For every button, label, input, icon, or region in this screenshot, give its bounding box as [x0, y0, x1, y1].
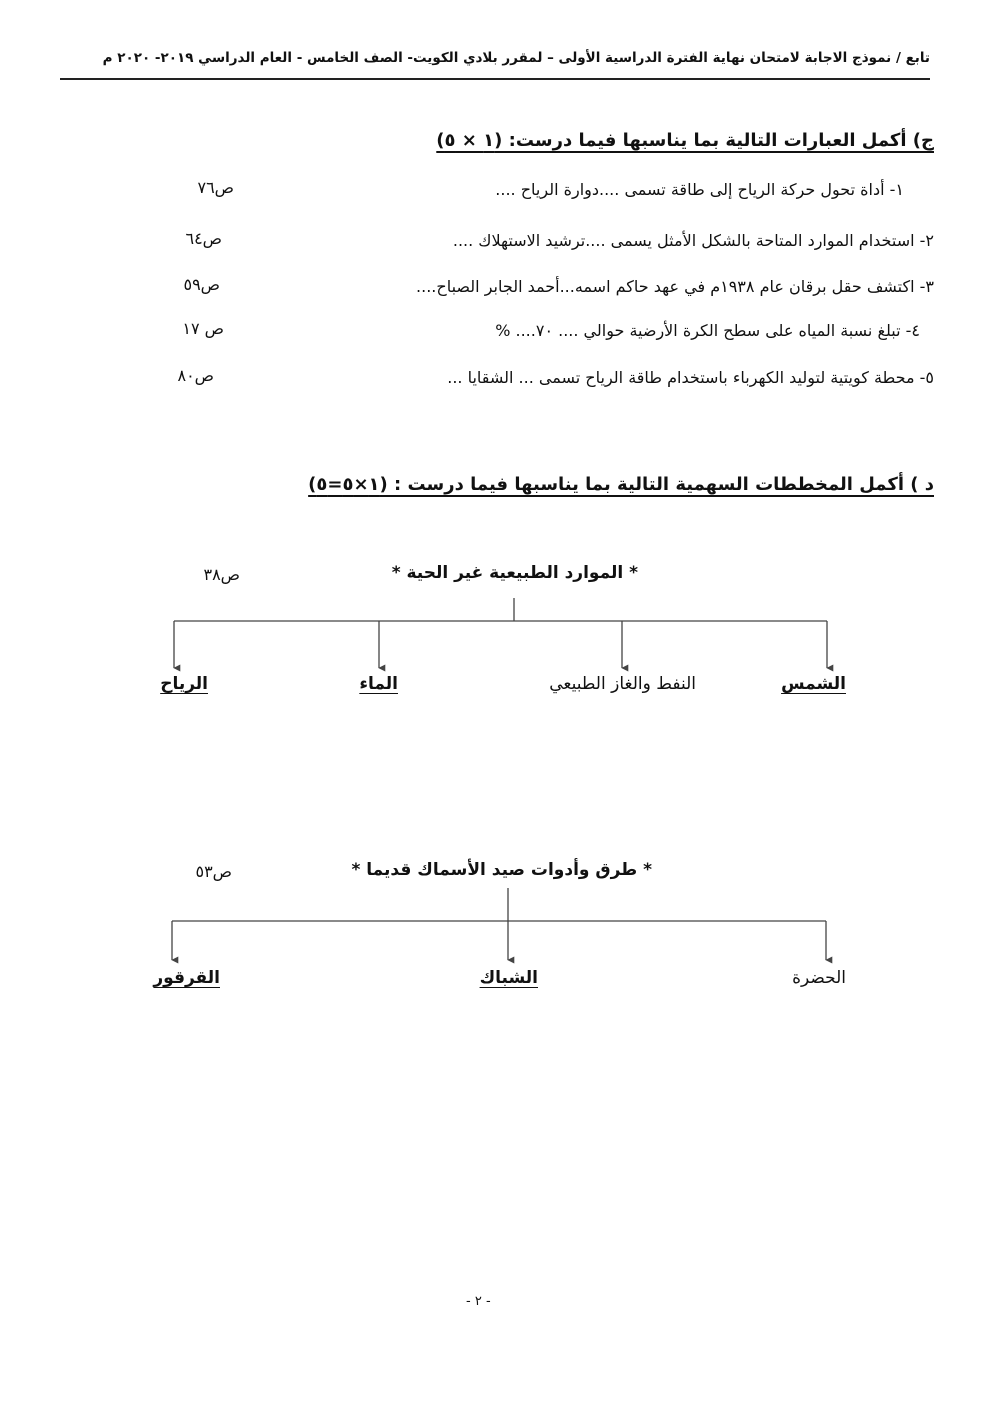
- diagram-1-node-oil-gas: النفط والغاز الطبيعي: [549, 674, 696, 694]
- section-c-item-4-page: ص ١٧: [182, 319, 224, 338]
- section-c-item-2: ٢- استخدام الموارد المتاحة بالشكل الأمثل يسمى ....ترشيد الاستهلاك ....: [452, 231, 934, 250]
- diagram-1-page: ص٣٨: [203, 565, 240, 584]
- section-c-item-5-page: ص٨٠: [177, 366, 214, 385]
- diagram-1-node-water: الماء: [359, 674, 398, 694]
- section-d-title: د ) أكمل المخططات السهمية التالية بما يناسبها فيما درست : (١×٥=٥): [308, 474, 934, 495]
- section-c-item-2-page: ص٦٤: [185, 229, 222, 248]
- diagram-1-node-sun: الشمس: [781, 674, 846, 694]
- section-c-title: ج) أكمل العبارات التالية بما يناسبها فيما درست: (١ × ٥): [436, 130, 934, 151]
- diagram-1-lines: [174, 598, 827, 668]
- section-c-item-1: ١- أداة تحول حركة الرياح إلى طاقة تسمى ....دوارة الرياح ....: [495, 180, 904, 199]
- diagram-2-lines: [172, 888, 826, 960]
- section-c-item-5: ٥- محطة كويتية لتوليد الكهرباء باستخدام طاقة الرياح تسمى ... الشقايا ...: [447, 368, 934, 387]
- section-c-item-4: ٤- تبلغ نسبة المياه على سطح الكرة الأرضية حوالي .... ٧٠.... %: [495, 321, 920, 340]
- diagram-1-title: * الموارد الطبيعية غير الحية *: [391, 563, 638, 583]
- diagram-2-node-hadra: الحضرة: [792, 968, 846, 988]
- section-c-item-3-page: ص٥٩: [183, 275, 220, 294]
- page-number: - ٢ -: [466, 1294, 491, 1309]
- section-c-item-1-page: ص٧٦: [197, 178, 234, 197]
- diagram-2-page: ص٥٣: [195, 862, 232, 881]
- diagram-2-node-qarqoor: القرقور: [153, 968, 220, 988]
- page-header: تابع / نموذج الاجابة لامتحان نهاية الفترة الدراسية الأولى – لمقرر بلادي الكويت- الصف الخامس - العام الدراسي ٢٠١٩- ٢٠٢٠ م: [60, 50, 930, 80]
- diagram-2-node-nets: الشباك: [479, 968, 538, 988]
- diagram-1-node-wind: الرياح: [160, 674, 208, 694]
- section-c-item-3: ٣- اكتشف حقل برقان عام ١٩٣٨م في عهد حاكم اسمه...أحمد الجابر الصباح....: [416, 277, 934, 296]
- diagram-2-title: * طرق وأدوات صيد الأسماك قديما *: [351, 860, 652, 880]
